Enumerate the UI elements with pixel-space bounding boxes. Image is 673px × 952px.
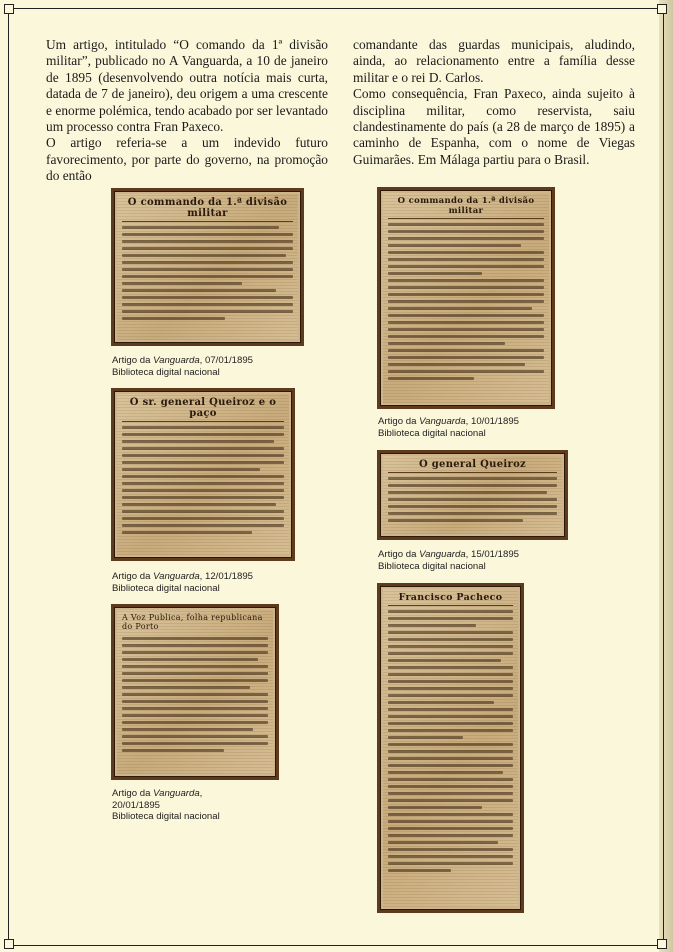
newspaper-clipping <box>111 188 304 346</box>
clipping-title: Francisco Pacheco <box>388 592 513 606</box>
frame-corner <box>657 939 667 949</box>
caption-date: 20/01/1895 <box>112 799 161 811</box>
newspaper-clipping <box>111 388 295 561</box>
caption-prefix: Artigo da <box>378 416 420 427</box>
frame-corner <box>4 939 14 949</box>
paragraph: Como consequência, Fran Paxeco, ainda sujeito à disciplina militar, como reservista, saiu clandestinamente do país (a 28 de março de 1895) a caminho de Espanha, com o nome de Viegas Guimarães. Em Málaga partiu para o Brasil. <box>353 86 635 167</box>
caption-paper: Vanguarda <box>419 549 466 560</box>
paragraph: O artigo referia-se a um indevido futuro favorecimento, por parte do governo, na promoção do então <box>46 135 328 184</box>
text-column-right <box>353 37 635 168</box>
caption-prefix: Artigo da <box>378 549 420 560</box>
caption-paper: Vanguarda <box>153 788 200 799</box>
frame-corner <box>4 4 14 14</box>
clipping-title: A Voz Publica, folha republicana do Porto <box>122 613 263 631</box>
frame-corner <box>657 4 667 14</box>
caption-paper: Vanguarda <box>153 571 200 582</box>
caption-source: Biblioteca digital nacional <box>112 366 220 378</box>
newspaper-clipping <box>377 450 568 540</box>
newspaper-clipping <box>377 583 524 913</box>
caption-date: , 12/01/1895 <box>199 571 254 582</box>
caption-prefix: Artigo da <box>112 355 154 366</box>
clipping-title: O commando da 1.ª divisão militar <box>122 197 293 222</box>
text-column-left <box>46 37 328 185</box>
clipping-caption <box>378 549 519 572</box>
paragraph: comandante das guardas municipais, aludindo, ainda, ao relacionamento entre a família desse militar e o rei D. Carlos. <box>353 37 635 85</box>
caption-source: Biblioteca digital nacional <box>112 811 220 822</box>
caption-source: Biblioteca digital nacional <box>378 560 486 572</box>
newspaper-clipping <box>377 187 555 409</box>
caption-date: , 07/01/1895 <box>199 355 254 366</box>
caption-date: , 15/01/1895 <box>465 549 520 560</box>
clipping-title: O commando da 1.ª divisão militar <box>388 196 544 219</box>
caption-paper: Vanguarda <box>153 355 200 366</box>
caption-prefix: Artigo da <box>112 788 154 799</box>
caption-prefix: Artigo da <box>112 571 154 582</box>
clipping-caption <box>112 571 253 594</box>
page-edge <box>659 0 673 952</box>
caption-source: Biblioteca digital nacional <box>112 582 220 594</box>
paragraph: Um artigo, intitulado “O comando da 1ª divisão militar”, publicado no A Vanguarda, a 10 de janeiro de 1895 (desenvolvendo outra notícia mais curta, datada de 7 de janeiro), deu origem a uma crescente e enorme polémica, tendo acabado por ser levantado um processo contra Fran Paxeco. <box>46 37 328 135</box>
clipping-caption: Artigo da Vanguarda, 20/01/1895 Biblioteca digital nacional <box>112 788 220 822</box>
clipping-title: O sr. general Queiroz e o paço <box>122 397 284 422</box>
caption-date: , 10/01/1895 <box>465 416 520 427</box>
clipping-caption <box>112 355 253 378</box>
caption-paper: Vanguarda <box>419 416 466 427</box>
newspaper-clipping <box>111 604 279 780</box>
clipping-title: O general Queiroz <box>388 459 557 473</box>
clipping-caption <box>378 416 519 439</box>
caption-source: Biblioteca digital nacional <box>378 427 486 439</box>
